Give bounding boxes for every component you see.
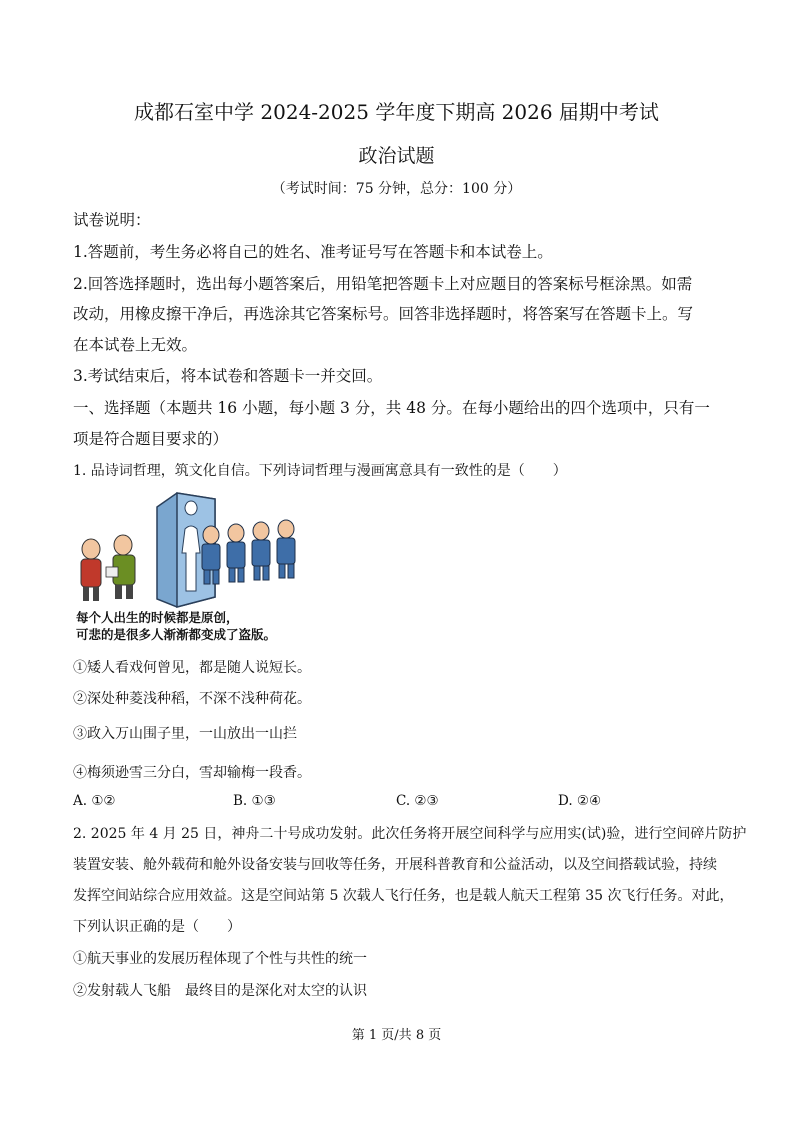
- q1-statement: ②深处种菱浅种稻，不深不浅种荷花。: [73, 691, 311, 707]
- section-heading: 一、选择题（本题共 16 小题，每小题 3 分，共 48 分。在每小题给出的四个选项中，只有一: [73, 399, 710, 417]
- question-2-stem: 下列认识正确的是（ ）: [73, 919, 241, 935]
- exam-subject: 政治试题: [358, 145, 435, 167]
- instruction-line: 3.考试结束后，将本试卷和答题卡一并交回。: [73, 367, 383, 385]
- instruction-line: 1.答题前，考生务必将自己的姓名、准考证号写在答题卡和本试卷上。: [73, 243, 553, 261]
- q1-statement: ①矮人看戏何曾见，都是随人说短长。: [73, 660, 311, 676]
- q2-statement: ①航天事业的发展历程体现了个性与共性的统一: [73, 951, 367, 967]
- instruction-line: 2.回答选择题时，选出每小题答案后，用铅笔把答题卡上对应题目的答案标号框涂黑。如需: [73, 275, 693, 293]
- cartoon-caption: 每个人出生的时候都是原创，: [76, 610, 239, 625]
- exam-title: 成都石室中学 2024-2025 学年度下期高 2026 届期中考试: [134, 100, 659, 124]
- exam-info: （考试时间：75 分钟，总分：100 分）: [271, 181, 522, 197]
- q1-option-a: A. ①②: [73, 793, 116, 809]
- question-2-stem: 2. 2025 年 4 月 25 日，神舟二十号成功发射。此次任务将开展空间科学与应用实(试)验，进行空间碎片防护: [73, 826, 747, 842]
- q1-option-c: C. ②③: [396, 793, 439, 809]
- section-heading: 项是符合题目要求的）: [73, 430, 229, 448]
- question-1-stem: 1. 品诗词哲理，筑文化自信。下列诗词哲理与漫画寓意具有一致性的是（ ）: [73, 463, 567, 479]
- q1-option-d: D. ②④: [558, 793, 602, 809]
- cartoon-caption: 可悲的是很多人渐渐都变成了盗版。: [76, 627, 277, 642]
- q2-statement: ②发射载人飞船 最终目的是深化对太空的认识: [73, 983, 367, 999]
- q1-statement: ③政入万山围子里，一山放出一山拦: [73, 726, 297, 742]
- q1-option-b: B. ①③: [233, 793, 276, 809]
- instruction-line: 在本试卷上无效。: [73, 336, 198, 354]
- page-number: 第 1 页/共 8 页: [351, 1028, 442, 1043]
- instruction-line: 改动，用橡皮擦干净后，再选涂其它答案标号。回答非选择题时，将答案写在答题卡上。写: [73, 305, 694, 323]
- instructions-heading: 试卷说明：: [73, 211, 151, 229]
- question-2-stem: 装置安装、舱外载荷和舱外设备安装与回收等任务，开展科普教育和公益活动，以及空间搭载试验，持续: [73, 857, 717, 873]
- q1-statement: ④梅须逊雪三分白，雪却输梅一段香。: [73, 765, 311, 781]
- question-2-stem: 发挥空间站综合应用效益。这是空间站第 5 次载人飞行任务，也是载人航天工程第 35 次飞行任务。对此，: [73, 888, 734, 904]
